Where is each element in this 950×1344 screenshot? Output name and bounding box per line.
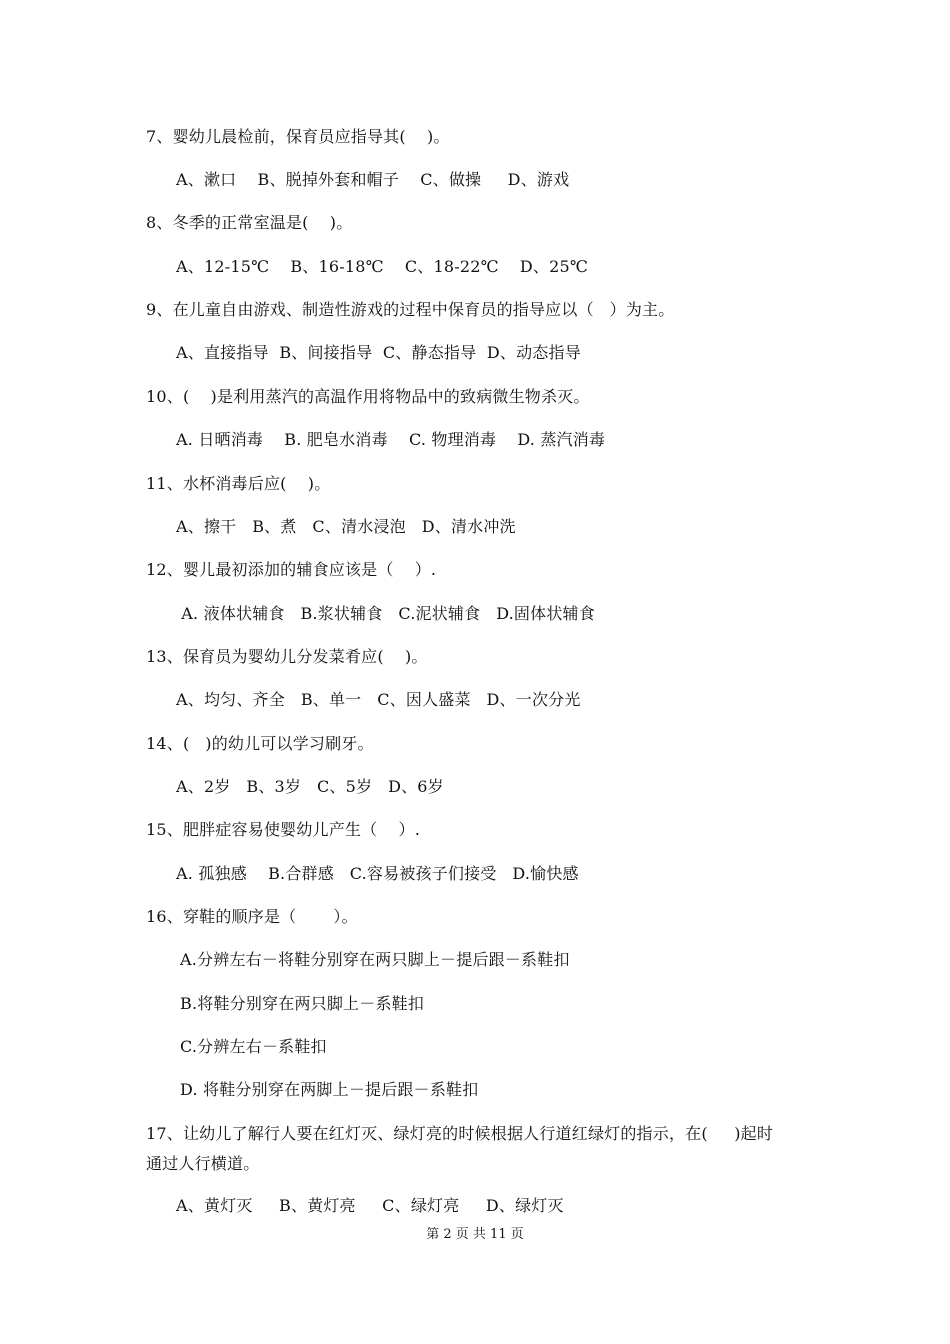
question-10: 10、( )是利用蒸汽的高温作用将物品中的致病微生物杀灭。 — [146, 387, 590, 406]
question-16-option-b: B.将鞋分别穿在两只脚上－系鞋扣 — [180, 994, 425, 1013]
question-7: 7、婴幼儿晨检前，保育员应指导其( )。 — [146, 127, 450, 146]
question-14-options: A、2岁 B、3岁 C、5岁 D、6岁 — [176, 777, 444, 796]
question-9: 9、在儿童自由游戏、制造性游戏的过程中保育员的指导应以（ ）为主。 — [146, 300, 675, 319]
question-14: 14、( )的幼儿可以学习刷牙。 — [146, 734, 374, 753]
question-16-option-a: A.分辨左右－将鞋分别穿在两只脚上－提后跟－系鞋扣 — [180, 950, 570, 969]
question-10-options: A. 日晒消毒 B. 肥皂水消毒 C. 物理消毒 D. 蒸汽消毒 — [176, 430, 606, 449]
question-9-options: A、直接指导 B、间接指导 C、静态指导 D、动态指导 — [176, 343, 581, 362]
question-8: 8、冬季的正常室温是( )。 — [146, 213, 353, 232]
page-footer: 第 2 页 共 11 页 — [426, 1227, 524, 1242]
question-13: 13、保育员为婴幼儿分发菜肴应( )。 — [146, 647, 428, 666]
question-15: 15、肥胖症容易使婴幼儿产生（ ）. — [146, 820, 420, 839]
question-17-options: A、黄灯灭 B、黄灯亮 C、绿灯亮 D、绿灯灭 — [176, 1196, 564, 1215]
question-13-options: A、均匀、齐全 B、单一 C、因人盛菜 D、一次分光 — [176, 690, 581, 709]
question-8-options: A、12-15℃ B、16-18℃ C、18-22℃ D、25℃ — [176, 257, 588, 276]
question-17-continued: 通过人行横道。 — [146, 1154, 260, 1173]
question-16-option-c: C.分辨左右－系鞋扣 — [180, 1037, 327, 1056]
question-7-options: A、漱口 B、脱掉外套和帽子 C、做操 D、游戏 — [176, 170, 570, 189]
question-17: 17、让幼儿了解行人要在红灯灭、绿灯亮的时候根据人行道红绿灯的指示，在( )起时 — [146, 1124, 774, 1143]
question-16-option-d: D. 将鞋分别穿在两脚上－提后跟－系鞋扣 — [180, 1080, 479, 1099]
question-12: 12、婴儿最初添加的辅食应该是（ ）. — [146, 560, 437, 579]
question-11-options: A、擦干 B、煮 C、清水浸泡 D、清水冲洗 — [176, 517, 516, 536]
question-12-options: A. 液体状辅食 B.浆状辅食 C.泥状辅食 D.固体状辅食 — [176, 604, 595, 623]
question-16: 16、穿鞋的顺序是（ ）。 — [146, 907, 358, 926]
question-11: 11、水杯消毒后应( )。 — [146, 474, 331, 493]
question-15-options: A. 孤独感 B.合群感 C.容易被孩子们接受 D.愉快感 — [176, 864, 579, 883]
